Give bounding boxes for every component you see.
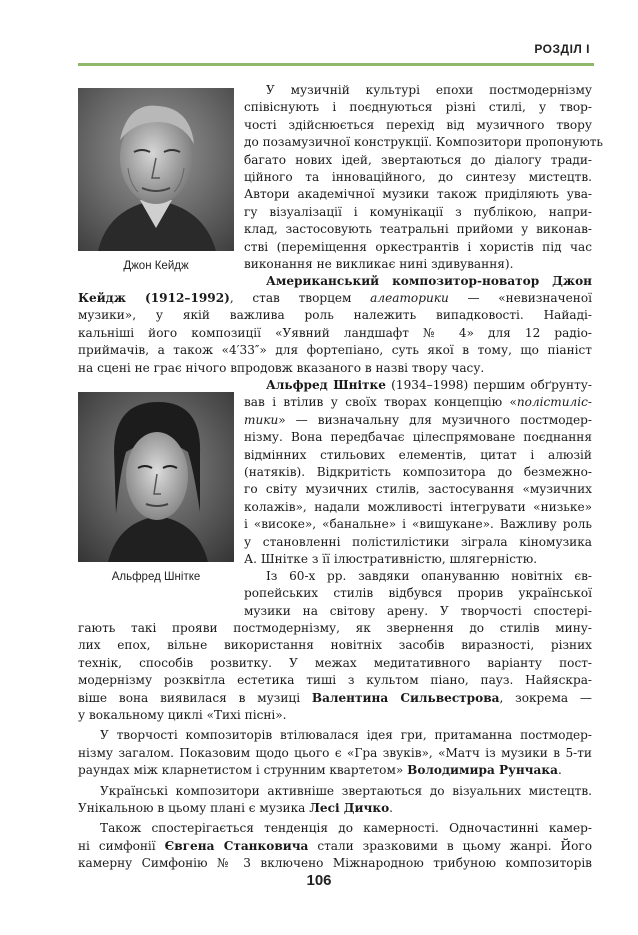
text-line: багато нових ідей, звертаються до діалогу тради- bbox=[244, 152, 592, 167]
paragraph-john-cage bbox=[78, 290, 592, 377]
text-line: Автори академічної музики також приділяють ува- bbox=[244, 187, 592, 202]
text-line: музики на світову арену. У творчості спостері- bbox=[244, 603, 592, 618]
text-line: Також спостерігається тенденція до камерності. Одночастинні камер- bbox=[100, 821, 592, 836]
text-line: Унікальною в цьому плані є музика Лесі Дичко. bbox=[78, 801, 394, 816]
text-line: Альфред Шнітке (1934–1998) першим обґрунту- bbox=[266, 378, 592, 392]
alfred-schnittke-caption: Альфред Шнітке bbox=[111, 571, 201, 583]
text-line: вав і втілив у своїх творах концепцію «полістиліс- bbox=[244, 395, 592, 410]
text-line: У творчості композиторів втілювалася ідея гри, притаманна постмодер- bbox=[100, 728, 592, 743]
text-line: Кейдж (1912–1992), став творцем алеаторики — «невизначеної bbox=[78, 291, 592, 305]
text-line: ні симфонії Євгена Станковича стали зразковими в цьому жанрі. Його bbox=[78, 838, 593, 853]
text-line: у становленні полістилістики зіграла кіномузика bbox=[244, 534, 592, 549]
text-line: стві (переміщення оркестрантів і хористів під час bbox=[244, 239, 592, 254]
text-line: нізму загалом. Показовим щодо цього є «Гра звуків», «Матч із музики в 5-ти bbox=[78, 745, 592, 760]
text-line: Українські композитори активніше звертаються до візуальних мистецтв. bbox=[100, 783, 592, 798]
text-line: лих епох, вільне використання новітніх засобів виразності, різних bbox=[78, 638, 592, 653]
text-line: го світу музичних стилів, застосування «музичних bbox=[244, 482, 592, 497]
text-line: гу візуалізації і комунікації з публікою, напри- bbox=[244, 204, 592, 219]
person-name: Євгена Станковича bbox=[164, 838, 309, 853]
paragraph-ukrainian-music-start bbox=[244, 568, 592, 620]
text-line: раундах між кларнетистом і струнним квартетом» Володимира Рунчака. bbox=[78, 763, 562, 778]
text-line: ропейських стилів відбувся прорив української bbox=[244, 586, 592, 601]
text-line: відмінних стильових елементів, цитат і алюзій bbox=[244, 447, 592, 462]
text-line: камерну Симфонію № 3 включено Міжнародною трибуною композиторів bbox=[78, 856, 592, 871]
text-line: у вокальному циклі «Тихі пісні». bbox=[78, 708, 287, 723]
person-name: Кейдж (1912–1992) bbox=[78, 291, 230, 305]
text-line: і «високе», «банальне» і «вишукане». Важливу роль bbox=[244, 517, 592, 532]
paragraph-schnittke bbox=[244, 377, 592, 568]
text-line: віше вона виявилася в музиці Валентина Сильвестрова, зокрема — bbox=[78, 690, 592, 705]
text-line: гають такі прояви постмодернізму, як звернення до стилів мину- bbox=[78, 621, 592, 635]
text-line: співіснують і поєднуються різні стилі, у твор- bbox=[244, 100, 592, 115]
text-line: до позамузичної конструкції. Композитори пропонують bbox=[244, 135, 603, 150]
text-line: модернізму розквітла естетика тиші з культом піано, пауз. Найяскра- bbox=[78, 673, 592, 688]
person-name: Альфред Шнітке bbox=[266, 378, 386, 392]
text-line: чості здійснюється перехід від музичного твору bbox=[244, 117, 592, 132]
alfred-schnittke-portrait bbox=[78, 392, 234, 562]
person-name: Валентина Сильвестрова bbox=[311, 690, 500, 705]
text-line: У музичній культурі епохи постмодернізму bbox=[266, 83, 592, 97]
paragraph-ukrainian-music bbox=[78, 620, 592, 873]
text-line: ційного та інноваційного, до синтезу мистецтв. bbox=[244, 170, 592, 185]
term: полістиліс- bbox=[516, 395, 592, 410]
person-name: Лесі Дичко bbox=[309, 801, 390, 816]
text-line: музики», у якій важлива роль належить випадковості. Найаді- bbox=[78, 308, 592, 323]
term: алеаторики bbox=[370, 291, 449, 305]
section-label: РОЗДІЛ І bbox=[534, 42, 590, 56]
text-line: на сцені не грає нічого впродовж вказаного в назві твору часу. bbox=[78, 360, 485, 375]
text-line: нізму. Вона передбачає цілеспрямоване поєднання bbox=[244, 430, 592, 445]
text-line: приймачів, а також «4′33″» для фортепіано, суть якої в тому, що піаніст bbox=[78, 343, 592, 358]
paragraph-postmodernism-intro bbox=[244, 82, 603, 291]
text-line: А. Шнітке з її ілюстративністю, шлягерністю. bbox=[244, 552, 538, 567]
john-cage-portrait bbox=[78, 88, 234, 251]
text-line: колажів», надали можливості інтегрувати «низьке» bbox=[244, 499, 592, 514]
page-number: 106 bbox=[306, 872, 332, 889]
text-line: виконання не викликає нині здивування). bbox=[244, 257, 514, 272]
person-name: Володимира Рунчака bbox=[407, 763, 558, 778]
john-cage-caption: Джон Кейдж bbox=[123, 260, 189, 272]
text-line: технік, способів розвитку. У межах медитативного варіанту пост- bbox=[78, 655, 592, 670]
header-rule bbox=[78, 63, 594, 66]
text-line: тики» — визначальну для музичного постмодер- bbox=[244, 412, 592, 427]
text-line: Із 60-х рр. завдяки опануванню новітніх єв- bbox=[266, 569, 592, 583]
text-line: кальніші його композиції «Уявний ландшафт № 4» для 12 радіо- bbox=[78, 325, 592, 340]
text-line: Американський композитор-новатор Джон bbox=[266, 274, 592, 289]
text-line: (натяків). Відкритість композитора до безмежно- bbox=[244, 465, 592, 480]
term: тики bbox=[244, 412, 279, 427]
text-line: клад, застосовують театральні прийоми у виконав- bbox=[244, 222, 592, 237]
